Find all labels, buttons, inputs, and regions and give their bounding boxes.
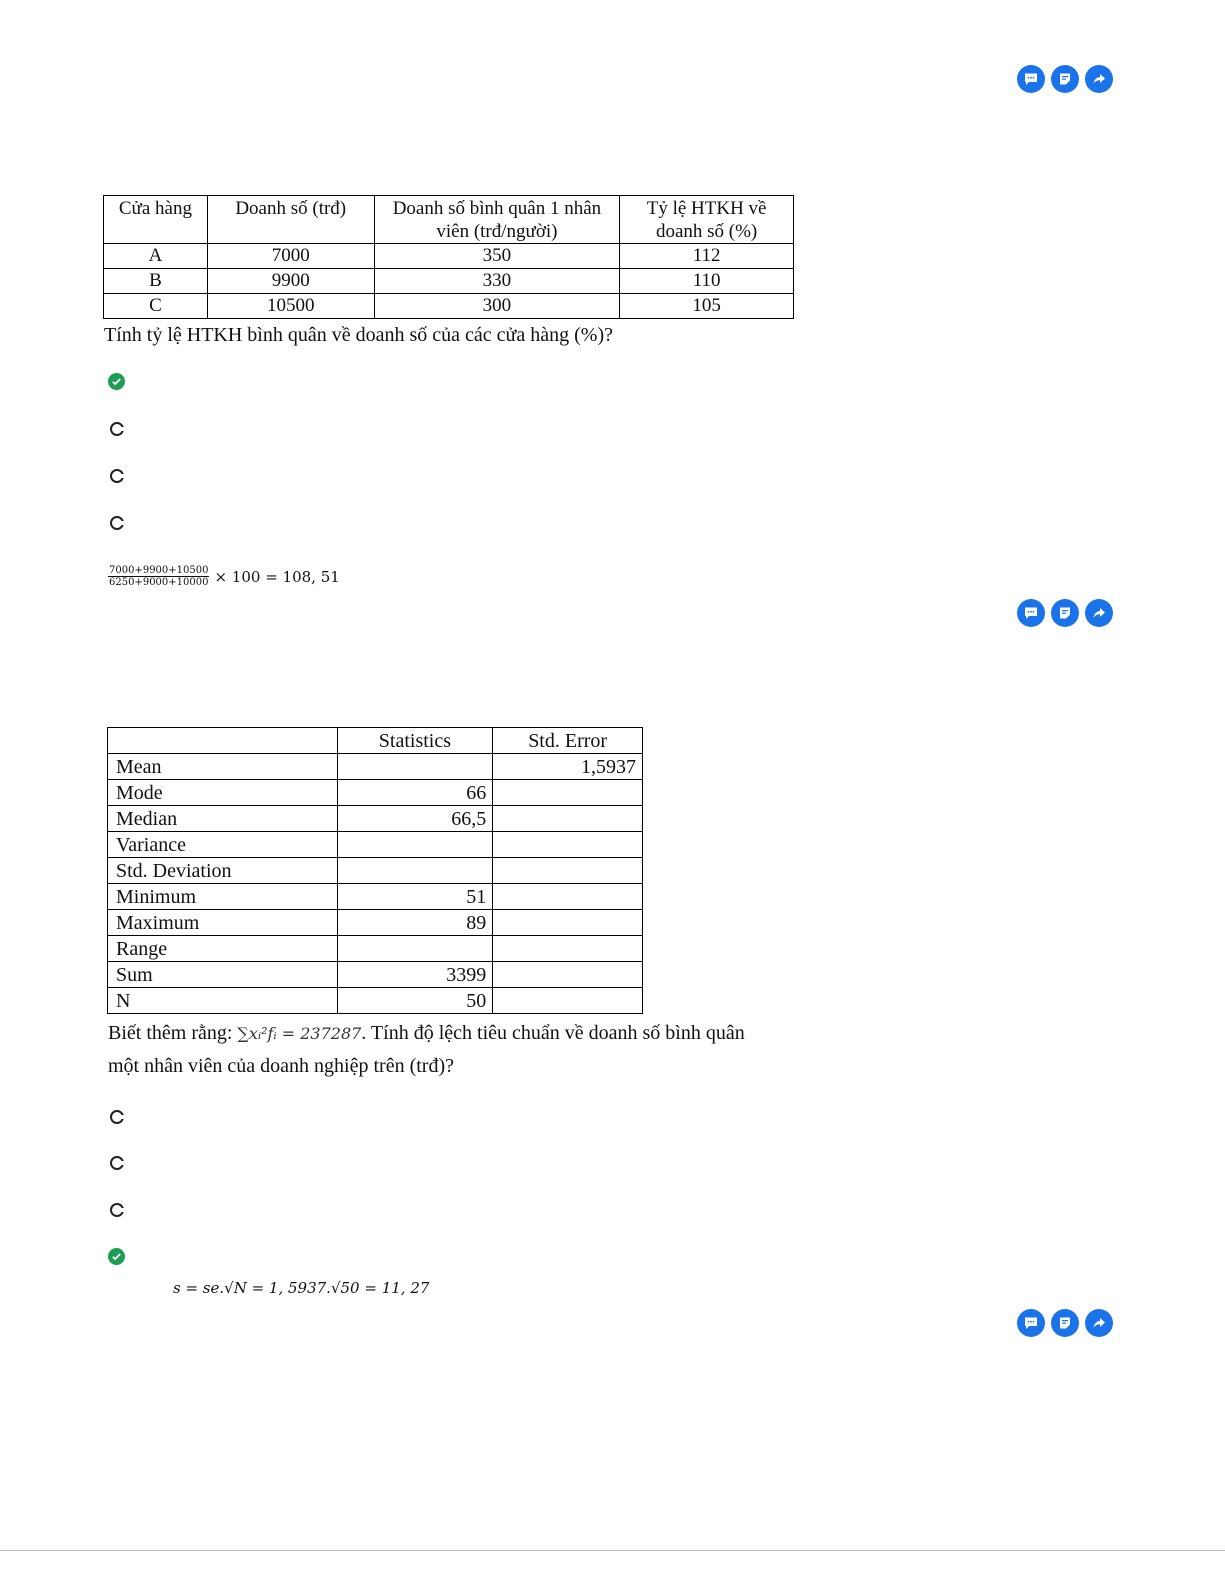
comment-icon [1023, 605, 1039, 621]
table-row [104, 269, 794, 294]
table-row [104, 294, 794, 319]
share-icon [1091, 605, 1107, 621]
share-button[interactable] [1085, 599, 1113, 627]
table-cell: B [104, 269, 208, 294]
table-header-row [104, 196, 794, 244]
note-icon [1057, 1315, 1073, 1331]
option-2-radio[interactable] [108, 1154, 126, 1172]
table-cell [493, 962, 643, 988]
option-4-correct[interactable] [108, 1248, 126, 1266]
table-cell: 300 [374, 294, 620, 319]
solution-formula [108, 565, 340, 588]
radio-icon [110, 516, 124, 530]
comment-button[interactable] [1017, 599, 1045, 627]
share-button[interactable] [1085, 65, 1113, 93]
table-cell [337, 858, 493, 884]
check-circle-icon [108, 1248, 125, 1265]
radio-icon [110, 422, 124, 436]
table-cell: 350 [374, 244, 620, 269]
fraction-denominator: 6250+9000+10000 [109, 577, 209, 588]
table-cell: Variance [108, 832, 338, 858]
table-header-cell: Tỷ lệ HTKH về doanh số (%) [620, 196, 794, 244]
note-button[interactable] [1051, 65, 1079, 93]
table-header-cell: Statistics [337, 728, 493, 754]
radio-icon [110, 1156, 124, 1170]
table-cell [493, 858, 643, 884]
share-button[interactable] [1085, 1309, 1113, 1337]
note-button[interactable] [1051, 1309, 1079, 1337]
statistics-table [107, 727, 643, 1014]
given-formula: ∑xᵢ²fᵢ = 237287 [237, 1024, 362, 1043]
table-header-cell: Cửa hàng [104, 196, 208, 244]
footer-divider [0, 1550, 1225, 1551]
fraction-numerator: 7000+9900+10500 [109, 565, 209, 576]
question-actions-1 [1017, 65, 1117, 95]
comment-button[interactable] [1017, 65, 1045, 93]
table-cell: Median [108, 806, 338, 832]
table-row [108, 936, 643, 962]
option-1-correct[interactable] [108, 373, 126, 391]
table-row [108, 884, 643, 910]
table-row [108, 832, 643, 858]
question-text: Tính tỷ lệ HTKH bình quân về doanh số của các cửa hàng (%)? [104, 324, 613, 346]
note-icon [1057, 605, 1073, 621]
radio-icon [110, 469, 124, 483]
option-4-radio[interactable] [108, 514, 126, 532]
table-cell: Mode [108, 780, 338, 806]
table-cell: Maximum [108, 910, 338, 936]
table-cell [337, 832, 493, 858]
table-cell [493, 832, 643, 858]
table-cell [493, 780, 643, 806]
table-cell: 110 [620, 269, 794, 294]
store-sales-table [103, 195, 794, 319]
comment-icon [1023, 1315, 1039, 1331]
table-cell [493, 988, 643, 1014]
table-cell: 51 [337, 884, 493, 910]
share-icon [1091, 1315, 1107, 1331]
table-cell [337, 936, 493, 962]
table-cell: 50 [337, 988, 493, 1014]
table-header-cell: Doanh số bình quân 1 nhân viên (trđ/người) [374, 196, 620, 244]
table-cell: 105 [620, 294, 794, 319]
question-actions-2 [1017, 599, 1117, 629]
question-text-line-1 [108, 1021, 745, 1046]
table-cell: C [104, 294, 208, 319]
table-row [104, 244, 794, 269]
radio-icon [110, 1110, 124, 1124]
table-cell: 1,5937 [493, 754, 643, 780]
table-cell [337, 754, 493, 780]
solution-result: × 100 = 108, 51 [214, 567, 340, 586]
share-icon [1091, 71, 1107, 87]
table-cell: 330 [374, 269, 620, 294]
table-header-cell: Doanh số (trđ) [207, 196, 374, 244]
option-1-radio[interactable] [108, 1108, 126, 1126]
option-3-radio[interactable] [108, 1201, 126, 1219]
table-cell: 9900 [207, 269, 374, 294]
table-cell: 7000 [207, 244, 374, 269]
table-row [108, 806, 643, 832]
comment-button[interactable] [1017, 1309, 1045, 1337]
table-cell: 112 [620, 244, 794, 269]
table-row [108, 780, 643, 806]
table-cell: 10500 [207, 294, 374, 319]
table-row [108, 754, 643, 780]
question-prefix: Biết thêm rằng: [108, 1022, 233, 1044]
note-button[interactable] [1051, 599, 1079, 627]
table-row [108, 910, 643, 936]
table-cell: Minimum [108, 884, 338, 910]
table-header-row [108, 728, 643, 754]
note-icon [1057, 71, 1073, 87]
table-row [108, 858, 643, 884]
solution-formula: s = se.√N = 1, 5937.√50 = 11, 27 [173, 1279, 430, 1297]
table-row [108, 988, 643, 1014]
option-3-radio[interactable] [108, 467, 126, 485]
table-cell: 89 [337, 910, 493, 936]
table-cell: 3399 [337, 962, 493, 988]
table-header-cell [108, 728, 338, 754]
table-cell: A [104, 244, 208, 269]
table-header-cell: Std. Error [493, 728, 643, 754]
table-cell: Mean [108, 754, 338, 780]
table-cell: Std. Deviation [108, 858, 338, 884]
table-cell: N [108, 988, 338, 1014]
question-text-line-2: một nhân viên của doanh nghiệp trên (trđ)? [108, 1055, 454, 1077]
question-suffix: . Tính độ lệch tiêu chuẩn về doanh số bình quân [361, 1022, 745, 1044]
table-cell: 66,5 [337, 806, 493, 832]
table-cell: Range [108, 936, 338, 962]
comment-icon [1023, 71, 1039, 87]
fraction [108, 565, 209, 588]
table-cell [493, 936, 643, 962]
table-cell [493, 884, 643, 910]
question-actions-3 [1017, 1309, 1117, 1339]
table-cell [493, 910, 643, 936]
radio-icon [110, 1203, 124, 1217]
check-circle-icon [108, 373, 125, 390]
option-2-radio[interactable] [108, 420, 126, 438]
table-cell: 66 [337, 780, 493, 806]
table-row [108, 962, 643, 988]
table-cell [493, 806, 643, 832]
table-cell: Sum [108, 962, 338, 988]
